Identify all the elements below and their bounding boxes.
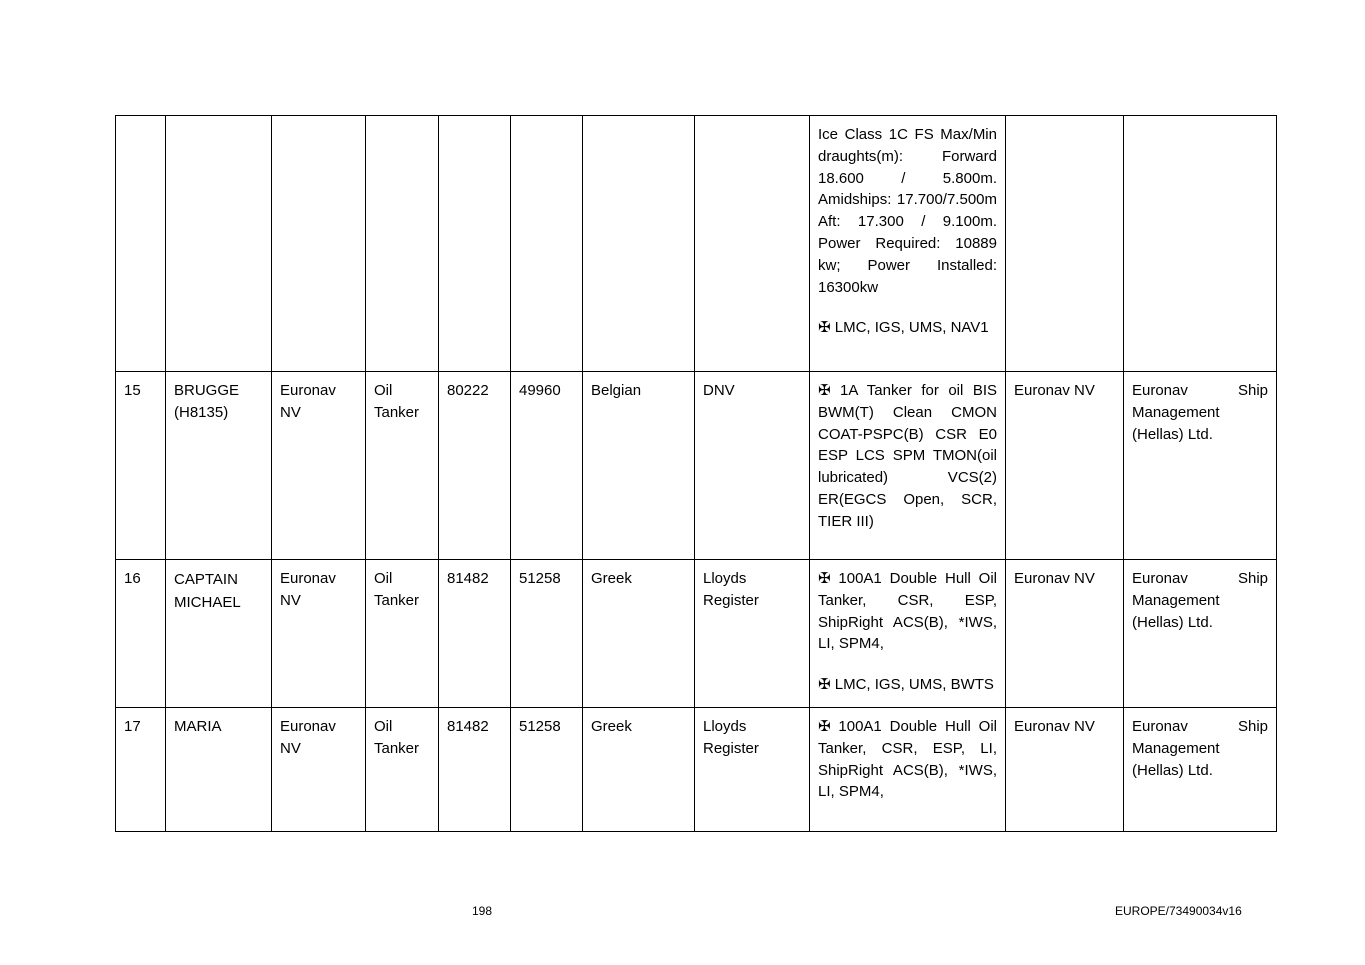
cell-type: Oil Tanker [366, 560, 439, 708]
table-row [116, 116, 1277, 372]
vessel-table [115, 115, 1277, 832]
cell-flag: Greek [583, 560, 695, 708]
cell-vessel-name: MARIA [166, 708, 272, 832]
cell-vessel-name [166, 116, 272, 372]
cell-owner: Euronav NV [272, 372, 366, 560]
cell-manager: Euronav Ship Management (Hellas) Ltd. [1124, 560, 1277, 708]
cell-no: 16 [116, 560, 166, 708]
cell-owner: Euronav NV [272, 708, 366, 832]
cell-registered-owner: Euronav NV [1006, 708, 1124, 832]
cell-gt [511, 116, 583, 372]
cell-flag: Belgian [583, 372, 695, 560]
cell-owner: Euronav NV [272, 560, 366, 708]
cell-gt: 51258 [511, 708, 583, 832]
notation-paragraph: ✠ LMC, IGS, UMS, BWTS [818, 676, 994, 694]
cell-vessel-name: BRUGGE (H8135) [166, 372, 272, 560]
table-row [116, 372, 1277, 560]
cell-class-notation [810, 708, 1006, 832]
notation-paragraph: ✠ 100A1 Double Hull Oil Tanker, CSR, ESP, ShipRight ACS(B), *IWS, LI, SPM4, [818, 570, 997, 653]
cell-registered-owner [1006, 116, 1124, 372]
cell-dwt: 81482 [439, 560, 511, 708]
cell-no: 15 [116, 372, 166, 560]
notation-paragraph: ✠ 100A1 Double Hull Oil Tanker, CSR, ESP, LI, ShipRight ACS(B), *IWS, LI, SPM4, [818, 718, 997, 801]
cell-no [116, 116, 166, 372]
cell-class-society: Lloyds Register [695, 708, 810, 832]
cell-dwt [439, 116, 511, 372]
cell-class-notation [810, 560, 1006, 708]
cell-type [366, 116, 439, 372]
cell-type: Oil Tanker [366, 372, 439, 560]
cell-type: Oil Tanker [366, 708, 439, 832]
document-reference: EUROPE/73490034v16 [1115, 904, 1242, 918]
notation-paragraph: Ice Class 1C FS Max/Min draughts(m): Forward 18.600 / 5.800m. Amidships: 17.700/7.500m Aft: 17.300 / 9.100m. Power Required: 10889 kw; Power Installed: 16300kw [818, 126, 997, 296]
cell-manager [1124, 116, 1277, 372]
cell-class-notation [810, 116, 1006, 372]
cell-manager: Euronav Ship Management (Hellas) Ltd. [1124, 708, 1277, 832]
cell-vessel-name: CAPTAIN MICHAEL [166, 560, 272, 708]
cell-registered-owner: Euronav NV [1006, 372, 1124, 560]
cell-gt: 51258 [511, 560, 583, 708]
page-number: 198 [472, 904, 493, 918]
notation-paragraph: ✠ LMC, IGS, UMS, NAV1 [818, 319, 989, 337]
cell-class-society: DNV [695, 372, 810, 560]
notation-paragraph: ✠ 1A Tanker for oil BIS BWM(T) Clean CMON COAT-PSPC(B) CSR E0 ESP LCS SPM TMON(oil lubricated) VCS(2) ER(EGCS Open, SCR, TIER III) [818, 382, 997, 530]
cell-registered-owner: Euronav NV [1006, 560, 1124, 708]
table-row [116, 560, 1277, 708]
cell-owner [272, 116, 366, 372]
cell-class-society: Lloyds Register [695, 560, 810, 708]
cell-class-notation [810, 372, 1006, 560]
cell-gt: 49960 [511, 372, 583, 560]
cell-manager: Euronav Ship Management (Hellas) Ltd. [1124, 372, 1277, 560]
cell-dwt: 81482 [439, 708, 511, 832]
cell-no: 17 [116, 708, 166, 832]
cell-flag: Greek [583, 708, 695, 832]
table-row [116, 708, 1277, 832]
cell-class-society [695, 116, 810, 372]
cell-dwt: 80222 [439, 372, 511, 560]
cell-flag [583, 116, 695, 372]
